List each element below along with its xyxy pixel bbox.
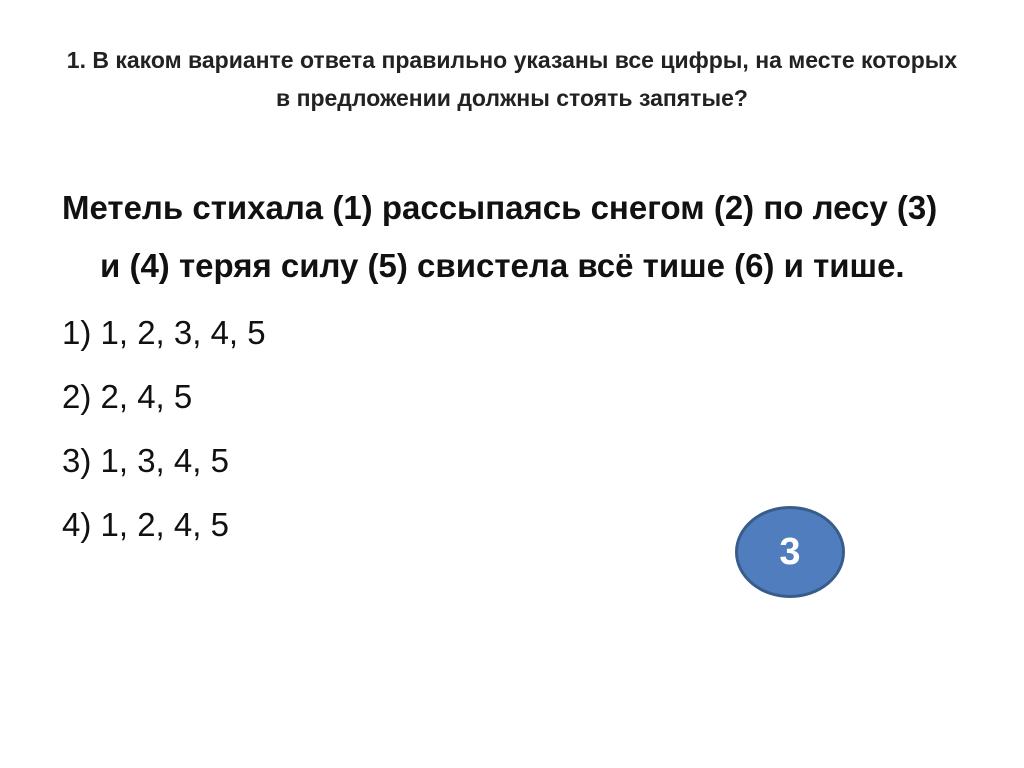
slide-content xyxy=(62,188,962,557)
answer-option-3: 3) 1, 3, 4, 5 xyxy=(62,442,229,479)
answer-option-4: 4) 1, 2, 4, 5 xyxy=(62,506,229,543)
answer-badge[interactable] xyxy=(735,506,845,598)
answer-option-2: 2) 2, 4, 5 xyxy=(62,378,193,415)
answer-option-1: 1) 1, 2, 3, 4, 5 xyxy=(62,314,266,351)
task-sentence: Метель стихала (1) рассыпаясь снегом (2) по лесу (3) и (4) теряя силу (5) свистела всё тише (6) и тише. xyxy=(62,189,938,284)
answer-badge-label: 3 xyxy=(779,530,801,573)
slide-title: 1. В каком варианте ответа правильно указаны все цифры, на месте которых в предложении должны стоять запятые? xyxy=(66,47,958,111)
